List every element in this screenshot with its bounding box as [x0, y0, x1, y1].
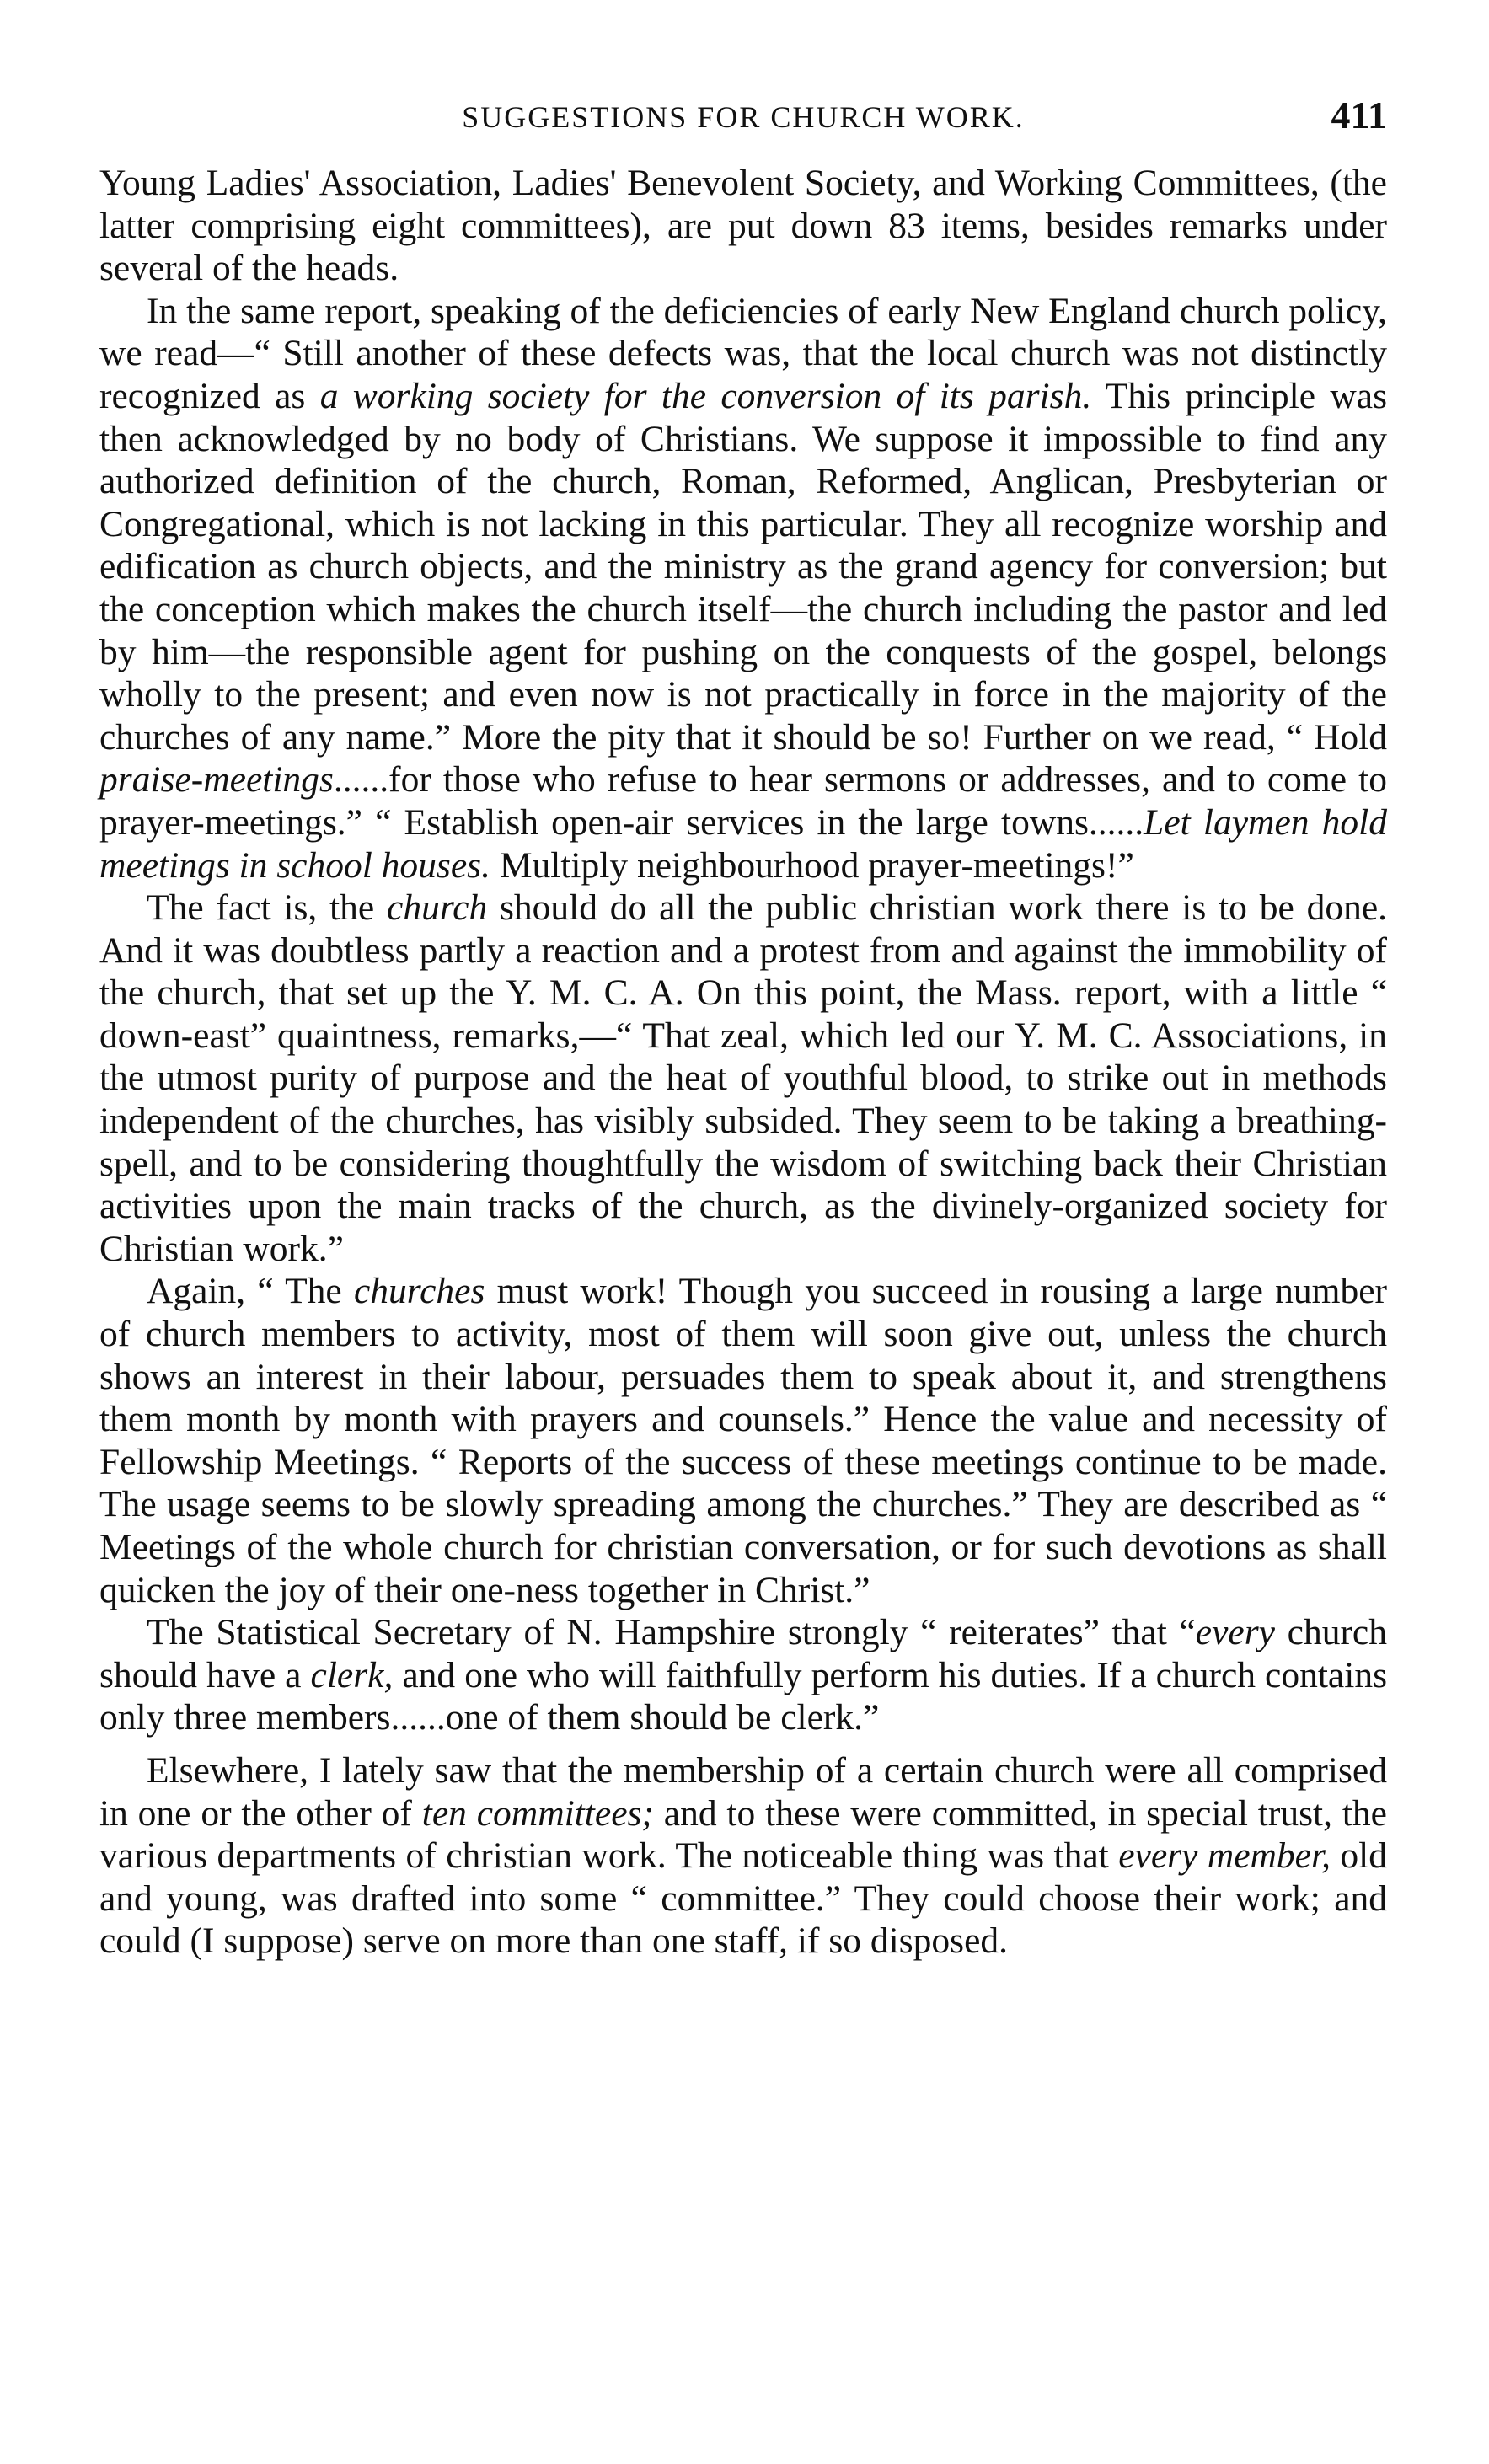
running-title: SUGGESTIONS FOR CHURCH WORK. [462, 100, 1025, 134]
text-run: The fact is, the [147, 887, 388, 929]
text-run: and to these were committed, in special trust, the various departments of christian work. The noticeable thing was that [99, 1792, 1387, 1877]
text-run: Multiply neighbourhood prayer-meetings!” [490, 844, 1134, 886]
text-run: Young Ladies' Association, Ladies' Benevolent Society, and Working Committees, (the latter comprising eight committees), are put down 83 items, besides remarks under several of the heads. [99, 163, 1387, 289]
italic-text: church [387, 887, 488, 929]
text-run: Elsewhere, I lately saw that the membership of a certain church were all comprised in one or the other of [99, 1749, 1387, 1834]
text-run: In the same report, speaking of the deficiencies of early New England church policy, we read—“ Still another of these defects was, that the local church was not distinctly recognized as [99, 290, 1387, 416]
italic-text: ten committees; [421, 1792, 654, 1834]
text-run: The Statistical Secretary of N. Hampshire strongly “ reiterates” that “ [147, 1612, 1196, 1653]
italic-text: praise-meetings [99, 759, 334, 801]
text-run: should do all the public christian work there is to be done. And it was doubtless partly a reaction and a protest from and against the immobility of the church, that set up the Y. M. C. A. On this point, the Mass. report, with a little “ down-east” quaintness, remarks,—“ That zeal, which led our Y. M. C. Associations, in the utmost purity of purpose and the heat of youthful blood, to strike out in methods independent of the churches, has visibly subsided. They seem to be taking a breathing-spell, and to be considering thoughtfully the wisdom of switching back their Christian activities upon the main tracks of the church, as the divinely-organized society for Christian work.” [99, 887, 1387, 1269]
paragraph [99, 1270, 1387, 1611]
text-run: church should have a [99, 1612, 1387, 1695]
italic-text: churches [353, 1271, 485, 1312]
paragraph [99, 162, 1387, 290]
page-number: 411 [1331, 94, 1387, 137]
text-run: This principle was then acknowledged by no body of Christians. We suppose it impossible to find any authorized definition of the church, Roman, Reformed, Anglican, Presbyterian or Congregational, which is not lacking in this particular. They all recognize worship and edification as church objects, and the ministry as the grand agency for conversion; but the conception which makes the church itself—the church including the pastor and led by him—the responsible agent for pushing on the conquests of the gospel, belongs wholly to the present; and even now is not practically in force in the majority of the churches of any name.” More the pity that it should be so! Further on we read, “ Hold [99, 375, 1387, 758]
paragraph [99, 1749, 1387, 1963]
running-head [99, 93, 1387, 143]
italic-text: every member, [1118, 1835, 1331, 1877]
paragraph [99, 1611, 1387, 1739]
text-run: old and young, was drafted into some “ committee.” They could choose their work; and could (I suppose) serve on more than one staff, if so disposed. [99, 1835, 1388, 1962]
italic-text: clerk, [310, 1654, 394, 1695]
italic-text: a working society for the conversion of its parish. [319, 375, 1092, 416]
body-text [99, 162, 1387, 1963]
text-run: ......for those who refuse to hear sermons or addresses, and to come to prayer-meetings.” “ Establish open-air services in the large towns...... [99, 759, 1387, 843]
paragraph [99, 887, 1387, 1270]
italic-text: every [1195, 1612, 1275, 1653]
text-run: Again, “ The [147, 1271, 354, 1312]
text-run: and one who will faithfully perform his duties. If a church contains only three members......one of them should be clerk.” [99, 1654, 1387, 1738]
italic-text: Let laymen hold meetings in school houses. [99, 801, 1387, 886]
text-run: must work! Though you succeed in rousing a large number of church members to activity, most of them will soon give out, unless the church shows an interest in their labour, persuades them to speak about it, and strengthens them month by month with prayers and counsels.” Hence the value and necessity of Fellowship Meetings. “ Reports of the success of these meetings continue to be made. The usage seems to be slowly spreading among the churches.” They are described as “ Meetings of the whole church for christian conversation, or for such devotions as shall quicken the joy of their one-ness together in Christ.” [99, 1271, 1387, 1610]
paragraph [99, 290, 1387, 887]
book-page [99, 93, 1387, 1963]
